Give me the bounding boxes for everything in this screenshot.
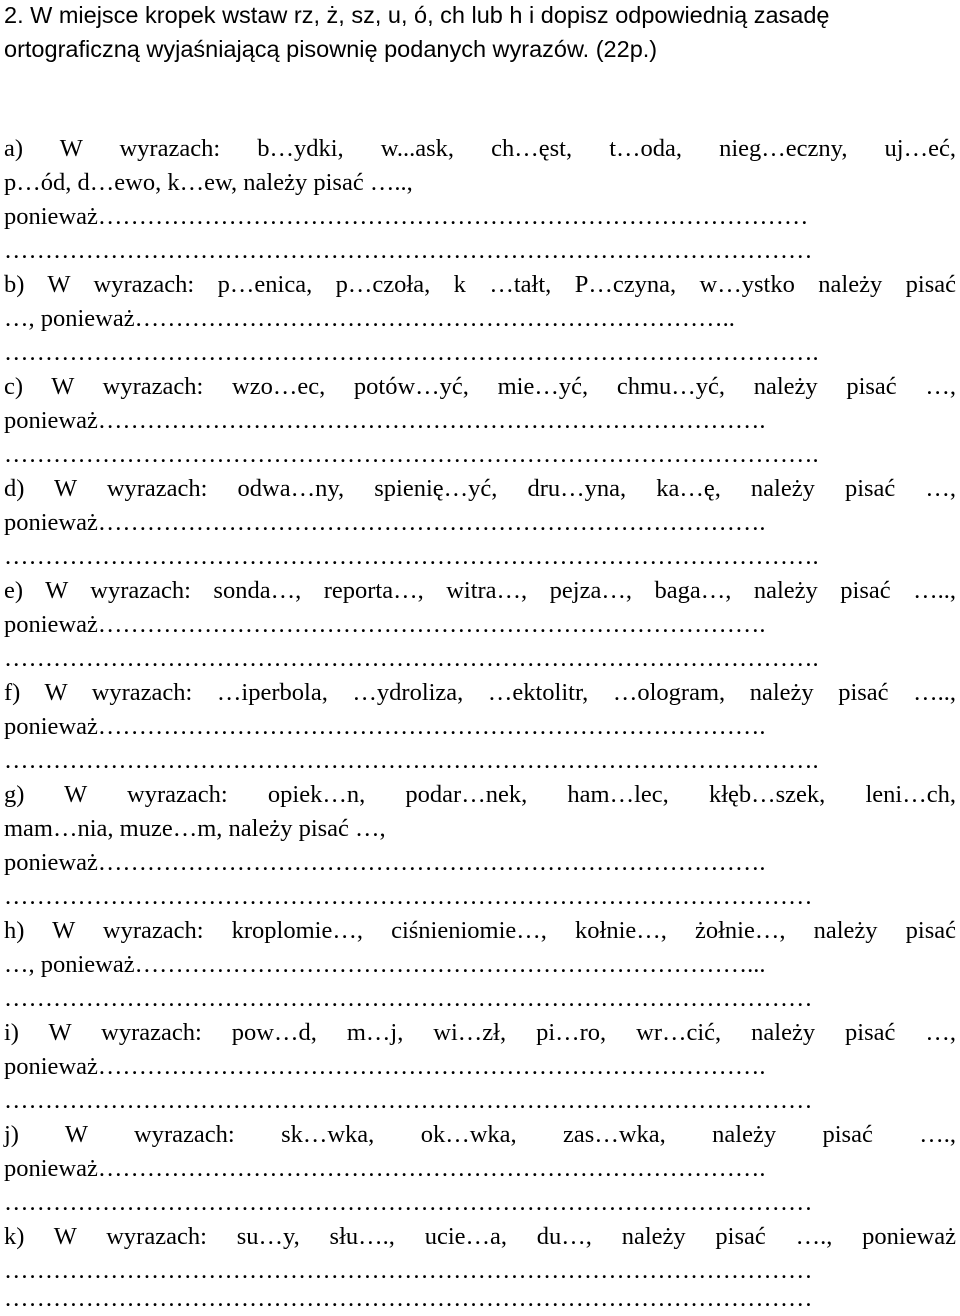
exercise-g-answer: ………………………………………………………………………………………: [4, 883, 813, 910]
exercise-e-question: e) W wyrazach: sonda…, reporta…, witra…, pejza…, baga…, należy pisać …..,: [4, 577, 956, 604]
exercise-i-question: i) W wyrazach: pow…d, m…j, wi…zł, pi…ro, wr…cić, należy pisać …,: [4, 1019, 956, 1046]
exercise-d-answer: ponieważ……………………………………………………………………….: [4, 509, 766, 536]
exercise-i-answer: ponieważ……………………………………………………………………….: [4, 1053, 766, 1080]
exercise-c-answer: ponieważ……………………………………………………………………….: [4, 407, 766, 434]
exercise-e-answer: ……………………………………………………………………………………….: [4, 645, 819, 672]
exercise-f-answer: ……………………………………………………………………………………….: [4, 747, 819, 774]
exercise-b-answer: …, ponieważ………………………………………………………………..: [4, 305, 735, 332]
exercise-d-answer: ……………………………………………………………………………………….: [4, 543, 819, 570]
exercise-k-answer: ………………………………………………………………………………………: [4, 1285, 813, 1312]
exercise-k-answer: ………………………………………………………………………………………: [4, 1257, 813, 1284]
exercise-i-answer: ………………………………………………………………………………………: [4, 1087, 813, 1114]
exercise-g-question: mam…nia, muze…m, należy pisać …,: [4, 815, 386, 842]
exercise-g-answer: ponieważ……………………………………………………………………….: [4, 849, 766, 876]
exercise-k-question: k) W wyrazach: su…y, słu…., ucie…a, du…, należy pisać …., ponieważ: [4, 1223, 956, 1250]
exercise-b-answer: ……………………………………………………………………………………….: [4, 339, 819, 366]
exercise-d-question: d) W wyrazach: odwa…ny, spienię…yć, dru…yna, ka…ę, należy pisać …,: [4, 475, 956, 502]
exercise-h-answer: …, ponieważ…………………………………………………………………...: [4, 951, 766, 978]
exercise-a-answer: ponieważ……………………………………………………………………………: [4, 203, 809, 230]
exercise-f-question: f) W wyrazach: …iperbola, …ydroliza, …ektolitr, …ologram, należy pisać …..,: [4, 679, 956, 706]
exercise-h-answer: ………………………………………………………………………………………: [4, 985, 813, 1012]
exercise-j-answer: ponieważ……………………………………………………………………….: [4, 1155, 766, 1182]
exercise-j-answer: ………………………………………………………………………………………: [4, 1189, 813, 1216]
exercise-c-question: c) W wyrazach: wzo…ec, potów…yć, mie…yć, chmu…yć, należy pisać …,: [4, 373, 956, 400]
exercise-g-question: g) W wyrazach: opiek…n, podar…nek, ham…lec, kłęb…szek, leni…ch,: [4, 781, 956, 808]
exercise-a-question: p…ód, d…ewo, k…ew, należy pisać …..,: [4, 169, 413, 196]
exercise-a-question: a) W wyrazach: b…ydki, w...ask, ch…ęst, t…oda, nieg…eczny, uj…eć,: [4, 135, 956, 162]
exercise-f-answer: ponieważ……………………………………………………………………….: [4, 713, 766, 740]
exercise-b-question: b) W wyrazach: p…enica, p…czoła, k …tałt, P…czyna, w…ystko należy pisać: [4, 271, 956, 298]
exercise-c-answer: ……………………………………………………………………………………….: [4, 441, 819, 468]
task-heading-line-1: 2. W miejsce kropek wstaw rz, ż, sz, u, ó, ch lub h i dopisz odpowiednią zasadę: [4, 2, 830, 28]
task-heading-line-2: ortograficzną wyjaśniającą pisownię podanych wyrazów. (22p.): [4, 36, 658, 62]
exercise-e-answer: ponieważ……………………………………………………………………….: [4, 611, 766, 638]
exercise-a-answer: ………………………………………………………………………………………: [4, 237, 813, 264]
exercise-j-question: j) W wyrazach: sk…wka, ok…wka, zas…wka, należy pisać ….,: [4, 1121, 956, 1148]
exercise-h-question: h) W wyrazach: kroplomie…, ciśnieniomie…, kołnie…, żołnie…, należy pisać: [4, 917, 956, 944]
